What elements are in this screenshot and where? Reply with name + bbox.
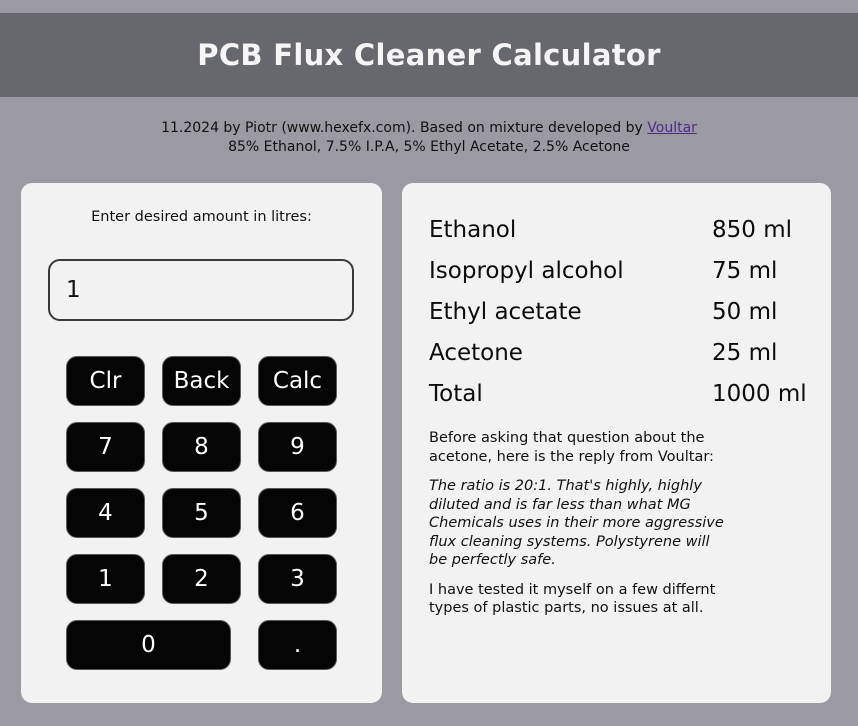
digit-7-button[interactable]: 7 xyxy=(66,422,145,472)
decimal-point-button[interactable]: . xyxy=(258,620,337,670)
credits-line-1 xyxy=(0,119,858,138)
calculate-button[interactable]: Calc xyxy=(258,356,337,406)
voultar-quote: The ratio is 20:1. That's highly, highly diluted and is far less than what MG Chemicals uses in their more aggressive flux cleaning systems. Polystyrene will be perfectly safe. xyxy=(429,478,724,568)
result-name: Total xyxy=(429,380,483,407)
result-quantity: 75 ml xyxy=(712,257,778,284)
result-name: Ethanol xyxy=(429,216,517,243)
digit-9-button[interactable]: 9 xyxy=(258,422,337,472)
result-name: Ethyl acetate xyxy=(429,298,582,325)
backspace-button[interactable]: Back xyxy=(162,356,241,406)
digit-4-button[interactable]: 4 xyxy=(66,488,145,538)
amount-input[interactable] xyxy=(48,259,354,321)
notes-intro: Before asking that question about the acetone, here is the reply from Voultar: xyxy=(429,430,714,465)
digit-6-button[interactable]: 6 xyxy=(258,488,337,538)
voultar-link[interactable]: Voultar xyxy=(647,120,697,136)
result-quantity: 1000 ml xyxy=(712,380,807,407)
credits-text: 11.2024 by Piotr (www.hexefx.com). Based on mixture developed by xyxy=(161,120,648,136)
digit-0-button[interactable]: 0 xyxy=(66,620,231,670)
calculator-panel xyxy=(21,183,382,703)
result-quantity: 50 ml xyxy=(712,298,778,325)
digit-1-button[interactable]: 1 xyxy=(66,554,145,604)
amount-prompt: Enter desired amount in litres: xyxy=(91,209,312,225)
digit-2-button[interactable]: 2 xyxy=(162,554,241,604)
result-row-total xyxy=(429,373,809,414)
digit-3-button[interactable]: 3 xyxy=(258,554,337,604)
credits xyxy=(0,119,858,157)
digit-8-button[interactable]: 8 xyxy=(162,422,241,472)
result-row-ethanol xyxy=(429,209,809,250)
result-quantity: 850 ml xyxy=(712,216,793,243)
acetone-notes xyxy=(429,429,729,629)
results-panel xyxy=(402,183,831,703)
result-name: Acetone xyxy=(429,339,523,366)
notes-outro: I have tested it myself on a few differnt types of plastic parts, no issues at all. xyxy=(429,581,716,616)
result-quantity: 25 ml xyxy=(712,339,778,366)
result-row-ethyl-acetate xyxy=(429,291,809,332)
page-title: PCB Flux Cleaner Calculator xyxy=(197,38,661,72)
mixture-ratio: 85% Ethanol, 7.5% I.P.A, 5% Ethyl Acetate, 2.5% Acetone xyxy=(228,139,630,155)
result-row-acetone xyxy=(429,332,809,373)
clear-button[interactable]: Clr xyxy=(66,356,145,406)
digit-5-button[interactable]: 5 xyxy=(162,488,241,538)
page-header xyxy=(0,13,858,97)
result-name: Isopropyl alcohol xyxy=(429,257,624,284)
result-row-isopropyl-alcohol xyxy=(429,250,809,291)
results-table xyxy=(429,209,809,414)
